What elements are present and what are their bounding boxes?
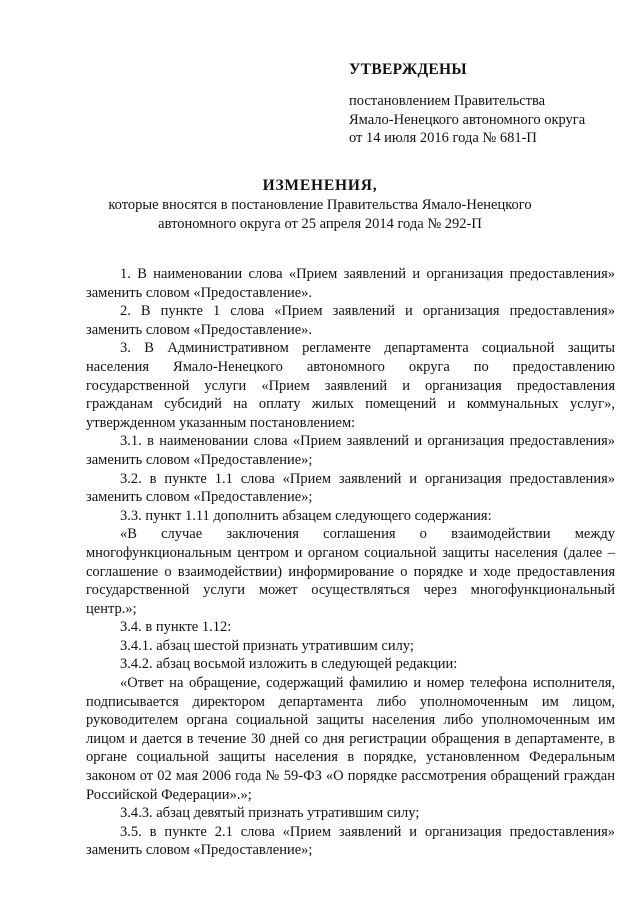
heading-subtitle-line: автономного округа от 25 апреля 2014 года № 292-П (158, 215, 482, 232)
approval-line: от 14 июля 2016 года № 681-П (349, 130, 537, 146)
paragraph-3-4-2-quote: «Ответ на обращение, содержащий фамилию и номер телефона исполнителя, подписывается директором департамента либо уполномоченным им лицом, руководителем органа социальной защиты населения либо уполномоченным им лицом и дается в течение 30 дней со дня регистрации обращения в департаменте, в органе социальной защиты населения в порядке, установленном Федеральным законом от 02 мая 2006 года № 59-ФЗ «О порядке рассмотрения обращений граждан Российской Федерации».»; (86, 675, 615, 803)
document-heading (0, 176, 640, 233)
approval-title: УТВЕРЖДЕНЫ (349, 61, 467, 78)
paragraph-3-5: 3.5. в пункте 2.1 слова «Прием заявлений и организация предоставления» заменить словом «Предоставление»; (86, 823, 615, 859)
heading-title: ИЗМЕНЕНИЯ, (262, 177, 378, 194)
paragraph-3-1: 3.1. в наименовании слова «Прием заявлений и организация предоставления» заменить словом «Предоставление»; (86, 433, 615, 468)
approval-line: постановлением Правительства (349, 93, 546, 109)
paragraph-3-4-1: 3.4.1. абзац шестой признать утратившим силу; (120, 637, 414, 654)
approval-block (349, 60, 585, 148)
paragraph-3-4: 3.4. в пункте 1.12: (120, 619, 232, 636)
paragraph-3-3: 3.3. пункт 1.11 дополнить абзацем следующего содержания: (120, 507, 492, 524)
heading-subtitle-line: которые вносятся в постановление Правительства Ямало-Ненецкого (108, 197, 532, 213)
paragraph-3-2: 3.2. в пункте 1.1 слова «Прием заявлений и организация предоставления» заменить словом «Предоставление»; (86, 470, 615, 506)
paragraph-3: 3. В Административном регламенте департамента социальной защиты населения Ямало-Ненецкого автономного округа по предоставлению государственной услуги «Прием заявлений и организация предоставления гражданам субсидий на оплату жилых помещений и коммунальных услуг», утвержденном указанным постановлением: (86, 340, 615, 431)
paragraph-3-4-2: 3.4.2. абзац восьмой изложить в следующей редакции: (120, 656, 458, 673)
approval-line: Ямало-Ненецкого автономного округа (349, 111, 586, 128)
paragraph-1: 1. В наименовании слова «Прием заявлений и организация предоставления» заменить словом «Предоставление». (86, 266, 615, 301)
paragraph-3-4-3: 3.4.3. абзац девятый признать утратившим силу; (120, 805, 420, 822)
document-body (86, 265, 615, 860)
approval-lines (349, 92, 585, 148)
paragraph-3-3-quote: «В случае заключения соглашения о взаимодействии между многофункциональным центром и органом социальной защиты населения (далее – соглашение о взаимодействии) информирование о порядке и ходе предоставления государственной услуги может осуществляться через многофункциональный центр.»; (86, 526, 615, 617)
paragraph-2: 2. В пункте 1 слова «Прием заявлений и организация предоставления» заменить словом «Предоставление». (86, 303, 615, 338)
